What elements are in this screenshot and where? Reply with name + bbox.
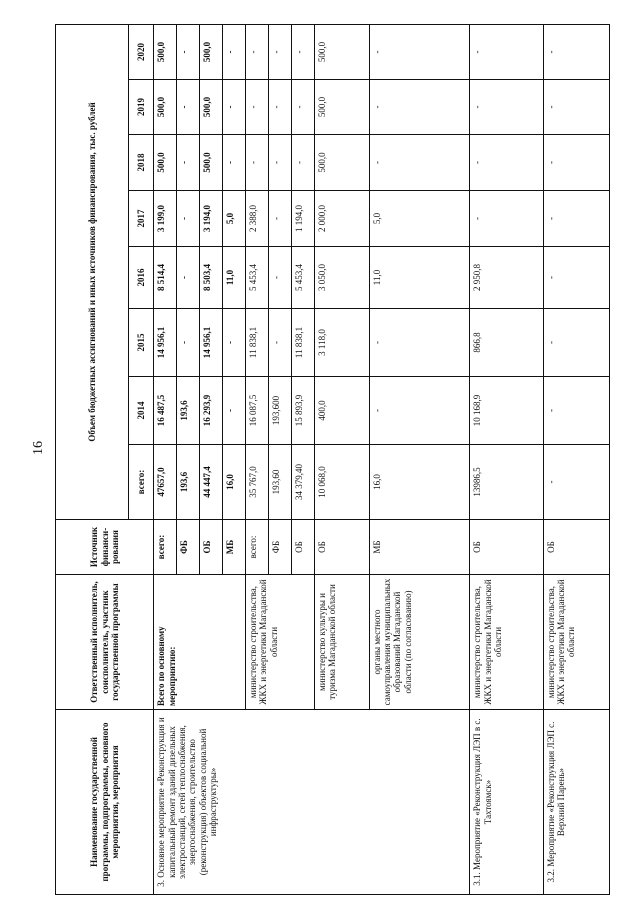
value-cell: 500,0 (314, 80, 369, 135)
value-cell: 2 000,0 (314, 191, 369, 247)
value-cell: 11,0 (369, 247, 470, 309)
value-cell: 5 453,4 (291, 247, 314, 309)
value-cell: - (177, 191, 200, 247)
source-cell: МБ (369, 520, 470, 575)
value-cell: 500,0 (200, 80, 223, 135)
culture-responsible: министерство культуры и туризма Магаданской области (314, 575, 369, 710)
value-cell: - (223, 135, 246, 191)
table-row (543, 24, 609, 894)
value-cell: - (543, 191, 609, 247)
value-cell: 15 893,9 (291, 377, 314, 445)
value-cell: 2 950,8 (470, 247, 543, 309)
source-cell: всего: (246, 520, 269, 575)
financing-table (55, 24, 610, 895)
source-cell: ОБ (543, 520, 609, 575)
value-cell: 500,0 (200, 24, 223, 79)
value-cell: - (177, 24, 200, 79)
local-responsible: органы местного самоуправления муниципальных образований Магаданской области (по согласованию) (369, 575, 470, 710)
value-cell: 34 379,40 (291, 445, 314, 520)
value-cell: - (268, 309, 291, 377)
value-cell: - (177, 309, 200, 377)
value-cell: - (291, 135, 314, 191)
activity-3-2-name: 3.2. Мероприятие «Реконструкция ЛЭП с. Верхний Парень» (543, 710, 609, 895)
year-header: 2014 (129, 377, 154, 445)
source-cell: МБ (223, 520, 246, 575)
value-cell: 500,0 (154, 80, 177, 135)
value-cell: 8 514,4 (154, 247, 177, 309)
value-cell: 500,0 (314, 24, 369, 79)
value-cell: 193,6 (177, 377, 200, 445)
value-cell: - (369, 24, 470, 79)
value-cell: 16 087,5 (246, 377, 269, 445)
value-cell: 10 168,9 (470, 377, 543, 445)
year-header: 2017 (129, 191, 154, 247)
value-cell: 8 503,4 (200, 247, 223, 309)
value-cell: - (246, 135, 269, 191)
value-cell: 2 388,0 (246, 191, 269, 247)
value-cell: - (543, 80, 609, 135)
year-header: 2020 (129, 24, 154, 79)
value-cell: - (543, 445, 609, 520)
value-cell: 14 956,1 (200, 309, 223, 377)
source-cell: ОБ (470, 520, 543, 575)
value-cell: 10 068,0 (314, 445, 369, 520)
value-cell: 500,0 (154, 135, 177, 191)
value-cell: - (470, 191, 543, 247)
col-source-header: Источник финанси-рования (56, 520, 154, 575)
value-cell: - (369, 309, 470, 377)
value-cell: 500,0 (314, 135, 369, 191)
value-cell: - (177, 135, 200, 191)
value-cell: 16 487,5 (154, 377, 177, 445)
year-header: всего: (129, 445, 154, 520)
rotated-page (55, 25, 610, 895)
value-cell: - (543, 135, 609, 191)
value-cell: 5,0 (369, 191, 470, 247)
value-cell: 11,0 (223, 247, 246, 309)
value-cell: - (369, 135, 470, 191)
value-cell: - (268, 80, 291, 135)
value-cell: - (268, 247, 291, 309)
value-cell: 14 956,1 (154, 309, 177, 377)
value-cell: 11 838,1 (291, 309, 314, 377)
value-cell: - (223, 309, 246, 377)
year-header: 2018 (129, 135, 154, 191)
value-cell: - (543, 309, 609, 377)
year-header: 2019 (129, 80, 154, 135)
value-cell: 3 194,0 (200, 191, 223, 247)
value-cell: 193,60 (268, 445, 291, 520)
value-cell: 866,8 (470, 309, 543, 377)
ministry-responsible: министерство строительства, ЖКХ и энергетики Магаданской области (246, 575, 315, 710)
value-cell: - (291, 80, 314, 135)
value-cell: - (223, 80, 246, 135)
value-cell: 5 453,4 (246, 247, 269, 309)
value-cell: 47657,0 (154, 445, 177, 520)
page-number: 16 (31, 441, 46, 455)
year-header: 2016 (129, 247, 154, 309)
value-cell: - (369, 377, 470, 445)
value-cell: 5,0 (223, 191, 246, 247)
year-header: 2015 (129, 309, 154, 377)
value-cell: - (223, 377, 246, 445)
value-cell: - (177, 80, 200, 135)
value-cell: 3 199,0 (154, 191, 177, 247)
value-cell: 193,600 (268, 377, 291, 445)
value-cell: - (268, 135, 291, 191)
value-cell: - (223, 24, 246, 79)
value-cell: 44 447,4 (200, 445, 223, 520)
main-activity-name: 3. Основное мероприятие «Реконструкция и капитальный ремонт зданий дизельных электростанций, сетей теплоснабжения, энергоснабжения, строительство (реконструкция) объектов социальной инфраструктуры» (154, 710, 470, 895)
value-cell: 13986,5 (470, 445, 543, 520)
value-cell: - (369, 80, 470, 135)
table-row (154, 24, 177, 894)
source-cell: ОБ (291, 520, 314, 575)
value-cell: - (246, 24, 269, 79)
total-responsible: Всего по основному мероприятию: (154, 575, 246, 710)
value-cell: - (543, 377, 609, 445)
col-name-header: Наименование государственной программы, подпрограммы, основного мероприятия, мероприятия (56, 710, 154, 895)
col-volume-header: Объем бюджетных ассигнований и иных источников финансирования, тыс. рублей (56, 24, 129, 519)
value-cell: - (470, 80, 543, 135)
value-cell: - (268, 191, 291, 247)
table-row (470, 24, 543, 894)
value-cell: - (246, 80, 269, 135)
value-cell: - (543, 247, 609, 309)
value-cell: 3 118,0 (314, 309, 369, 377)
value-cell: 193,6 (177, 445, 200, 520)
source-cell: всего: (154, 520, 177, 575)
value-cell: - (470, 135, 543, 191)
source-cell: ФБ (177, 520, 200, 575)
value-cell: 11 838,1 (246, 309, 269, 377)
source-cell: ОБ (314, 520, 369, 575)
value-cell: 16,0 (369, 445, 470, 520)
value-cell: 500,0 (154, 24, 177, 79)
activity-3-1-responsible: министерство строительства, ЖКХ и энергетики Магаданской области (470, 575, 543, 710)
value-cell: 16 293,9 (200, 377, 223, 445)
value-cell: - (470, 24, 543, 79)
value-cell: - (177, 247, 200, 309)
source-cell: ФБ (268, 520, 291, 575)
value-cell: 1 194,0 (291, 191, 314, 247)
value-cell: 16,0 (223, 445, 246, 520)
activity-3-2-responsible: министерство строительства, ЖКХ и энергетики Магаданской области (543, 575, 609, 710)
value-cell: 35 767,0 (246, 445, 269, 520)
value-cell: 3 050,0 (314, 247, 369, 309)
value-cell: - (291, 24, 314, 79)
activity-3-1-name: 3.1. Мероприятие «Реконструкция ЛЭП в с. Тахтоямск» (470, 710, 543, 895)
value-cell: - (543, 24, 609, 79)
col-responsible-header: Ответственный исполнитель, соисполнитель, участник государственной программы (56, 575, 154, 710)
value-cell: 400,0 (314, 377, 369, 445)
value-cell: 500,0 (200, 135, 223, 191)
value-cell: - (268, 24, 291, 79)
source-cell: ОБ (200, 520, 223, 575)
